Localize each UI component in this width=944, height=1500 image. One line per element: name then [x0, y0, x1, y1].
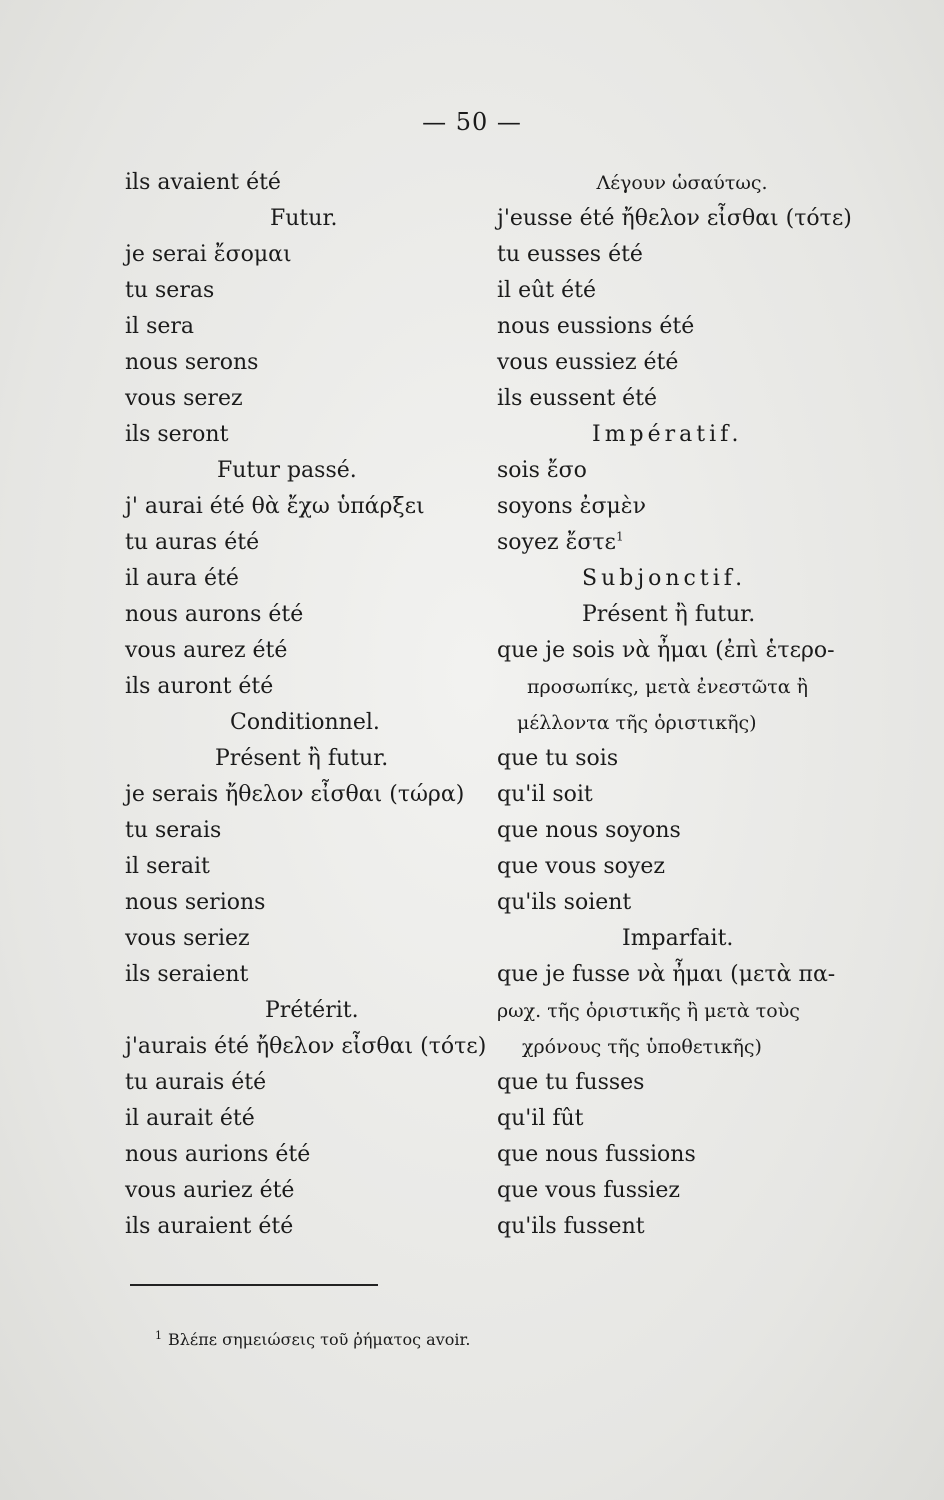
footnote-divider — [130, 1284, 378, 1286]
text-line: j'aurais été ἤθελον εἶσθαι (τότε) — [125, 1034, 487, 1059]
section-heading: Subjonctif. — [582, 566, 747, 591]
right-column — [497, 165, 867, 1245]
text-line: que vous fussiez — [497, 1178, 680, 1203]
section-heading: Imparfait. — [622, 926, 734, 951]
left-column — [125, 165, 485, 1245]
text-line: ils eussent été — [497, 386, 658, 411]
footnote-text: Βλέπε σημειώσεις τοῦ ῥήματος avoir. — [168, 1330, 471, 1349]
text-line: vous auriez été — [125, 1178, 295, 1203]
section-heading: Futur passé. — [217, 458, 357, 483]
text-line: προσωπίκς, μετὰ ἐνεστῶτα ἢ — [527, 676, 808, 698]
footnote-marker: 1 — [155, 1328, 162, 1342]
section-heading: Futur. — [270, 206, 338, 231]
text-line: tu auras été — [125, 530, 260, 555]
text-line: vous seriez — [125, 926, 250, 951]
text-line: il sera — [125, 314, 195, 339]
footnote-reference: 1 — [615, 529, 624, 544]
text-line: il serait — [125, 854, 210, 879]
text-line: qu'il fût — [497, 1106, 584, 1131]
section-subheading: Présent ἢ futur. — [582, 602, 756, 627]
text-line: qu'ils soient — [497, 890, 632, 915]
text-line: que vous soyez — [497, 854, 665, 879]
footnote — [155, 1330, 470, 1349]
text-line: nous eussions été — [497, 314, 695, 339]
section-heading: Impératif. — [592, 422, 743, 447]
section-heading: Conditionnel. — [230, 710, 380, 735]
text-line: que nous soyons — [497, 818, 681, 843]
text-line: tu eusses été — [497, 242, 643, 267]
text-line: nous serons — [125, 350, 259, 375]
section-heading: Prétérit. — [265, 998, 359, 1023]
text-line: vous serez — [125, 386, 243, 411]
text-line: je serais ἤθελον εἶσθαι (τώρα) — [125, 782, 465, 807]
text-line: nous aurons été — [125, 602, 304, 627]
text-line: sois ἔσο — [497, 458, 587, 483]
text-line: nous aurions été — [125, 1142, 311, 1167]
text-line: que je fusse νὰ ἦμαι (μετὰ πα- — [497, 962, 836, 987]
text-line: il eût été — [497, 278, 596, 303]
section-heading: Λέγουν ὡσαύτως. — [596, 172, 768, 194]
text-line — [497, 525, 867, 561]
text-line: soyons ἐσμὲν — [497, 494, 646, 519]
text-line: j'eusse été ἤθελον εἶσθαι (τότε) — [497, 206, 852, 231]
text-line: que je sois νὰ ἦμαι (ἐπὶ ἑτερο- — [497, 638, 835, 663]
text-line: il aurait été — [125, 1106, 255, 1131]
text-line: il aura été — [125, 566, 239, 591]
text-line-content: soyez ἔστε — [497, 530, 616, 555]
text-line: tu seras — [125, 278, 215, 303]
text-line: ils avaient été — [125, 170, 281, 195]
text-line: qu'il soit — [497, 782, 593, 807]
text-line: tu aurais été — [125, 1070, 267, 1095]
text-line: μέλλοντα τῆς ὁριστικῆς) — [517, 712, 757, 734]
text-line: nous serions — [125, 890, 266, 915]
text-line: je serai ἔσομαι — [125, 242, 292, 267]
text-line: ρωχ. τῆς ὁριστικῆς ἢ μετὰ τοὺς — [497, 1000, 800, 1022]
text-line: ils auront été — [125, 674, 274, 699]
text-line: j' aurai été θὰ ἔχω ὑπάρξει — [125, 494, 425, 519]
text-line: vous aurez été — [125, 638, 288, 663]
text-line: χρόνους τῆς ὑποθετικῆς) — [522, 1036, 762, 1058]
text-line: que nous fussions — [497, 1142, 696, 1167]
text-line: que tu fusses — [497, 1070, 645, 1095]
text-line: que tu sois — [497, 746, 619, 771]
text-line: tu serais — [125, 818, 222, 843]
section-subheading: Présent ἢ futur. — [215, 746, 389, 771]
page-number: — 50 — — [422, 108, 522, 136]
text-line: qu'ils fussent — [497, 1214, 645, 1239]
text-line: ils seront — [125, 422, 229, 447]
text-line: ils auraient été — [125, 1214, 294, 1239]
text-line: vous eussiez été — [497, 350, 679, 375]
text-line: ils seraient — [125, 962, 249, 987]
